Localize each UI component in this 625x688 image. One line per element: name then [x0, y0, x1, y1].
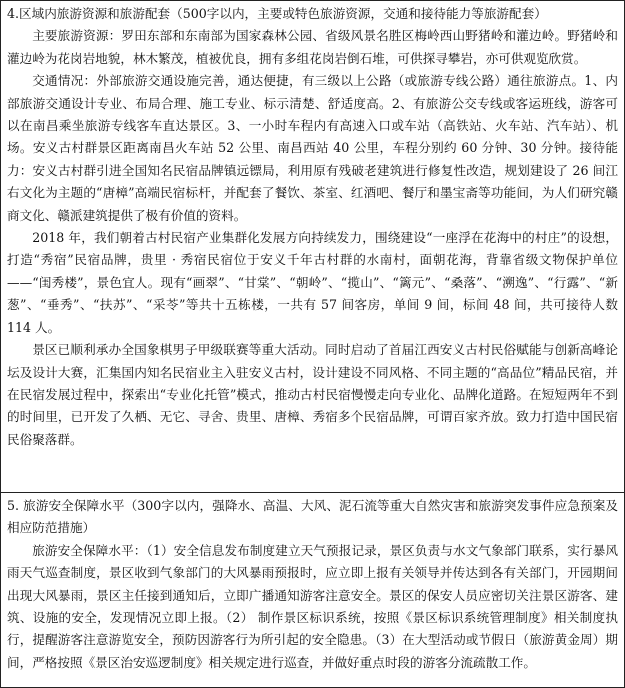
section-5-heading: 5. 旅游安全保障水平（300字以内，强降水、高温、大风、泥石流等重大自然灾害和旅游突发事件应急预案及相应防范措施）	[7, 498, 618, 536]
section-5-paragraph-safety: 旅游安全保障水平：（1）安全信息发布制度建立天气预报记录，景区负责与水文气象部门联系，实行暴风雨天气巡查制度，景区收到气象部门的大风暴雨预报时，应立即上报有关领导并传达到各有关部门，开园期间出现大风暴雨，景区主任接到通知后，立即广播通知游客注意安全。景区的保安人员应密切关注景区游客、建筑、设施的安全，发现情况立即上报。（2） 制作景区标识系统，按照《景区标识系统管理制度》相关制度执行，提醒游客注意游览安全，预防因游客行为所引起的安全隐患。（3）在大型活动或节假日（旅游黄金周）期间，严格按照《景区治安巡逻制度》相关规定进行巡查，并做好重点时段的游客分流疏散工作。	[7, 542, 618, 670]
section-4-heading: 4.区域内旅游资源和旅游配套（500字以内，主要或特色旅游资源，交通和接待能力等旅游配套）	[7, 6, 547, 21]
section-5-cell	[1, 492, 624, 687]
section-4-paragraph-events: 景区已顺利承办全国象棋男子甲级联赛等重大活动。同时启动了首届江西安义古村民俗赋能与创新高峰论坛及设计大赛，汇集国内知名民宿业主入驻安义古村，设计建设不同风格、不同主题的“高品位”精品民宿，并在民宿发展过程中，探索出“专业化托管”模式，推动古村民宿慢慢走向专业化、品牌化道路。在短短两年不到的时间里，已开发了久栖、无它、寻舍、贵里、唐樟、秀宿多个民宿品牌，可谓百家齐放。致力打造中国民宿民俗聚落群。	[7, 342, 618, 447]
section-4-cell	[1, 1, 624, 492]
section-4-paragraph-transport: 交通情况：外部旅游交通设施完善，通达便捷，有三级以上公路（或旅游专线公路）通往旅游点。1、内部旅游交通设计专业、布局合理、施工专业、标示清楚、舒适度高。2、有旅游公交专线或客运班线，游客可以在南昌乘坐旅游专线客车直达景区。3、一小时车程内有高速入口或车站（高铁站、火车站、汽车站）、机场。安义古村群景区距离南昌火车站 52 公里、南昌西站 40 公里，车程分别约 60 分钟、30 分钟。接待能力：安义古村群引进全国知名民宿品牌镇远镖局，利用原有残破老建筑进行修复性改造，规划建设了 26 间江右文化为主题的“唐樟”高端民宿标杆，并配套了餐饮、茶室、红酒吧、餐厅和墨宝斋等功能间，为人们研究赣商文化、赣派建筑提供了极有价值的资料。	[7, 73, 618, 223]
section-4-paragraph-homestay: 2018 年，我们朝着古村民宿产业集群化发展方向持续发力，围绕建设“一座浮在花海中的村庄”的设想，打造“秀宿”民宿品牌，贵里 · 秀宿民宿位于安义千年古村群的水南村，面朝花海，背靠省级文物保护单位——“闺秀楼”，景色宜人。现有“画翠”、“甘棠”、“朝岭”、“揽山”、“篱元”、“桑落”、“溯逸”、“行露”、“新葱”、“垂秀”、“扶苏”、“采苓”等共十五栋楼，一共有 57 间客房，单间 9 间，标间 48 间，共可接待人数 114 人。	[7, 230, 618, 335]
section-4-paragraph-resources: 主要旅游资源：罗田东部和东南部为国家森林公园、省级风景名胜区梅岭西山野猪岭和灌边岭。野猪岭和灌边岭为花岗岩地貌，林木繁茂，植被优良，拥有多组花岗岩倒石堆，可供探寻攀岩，亦可供观览欣赏。	[7, 28, 618, 66]
